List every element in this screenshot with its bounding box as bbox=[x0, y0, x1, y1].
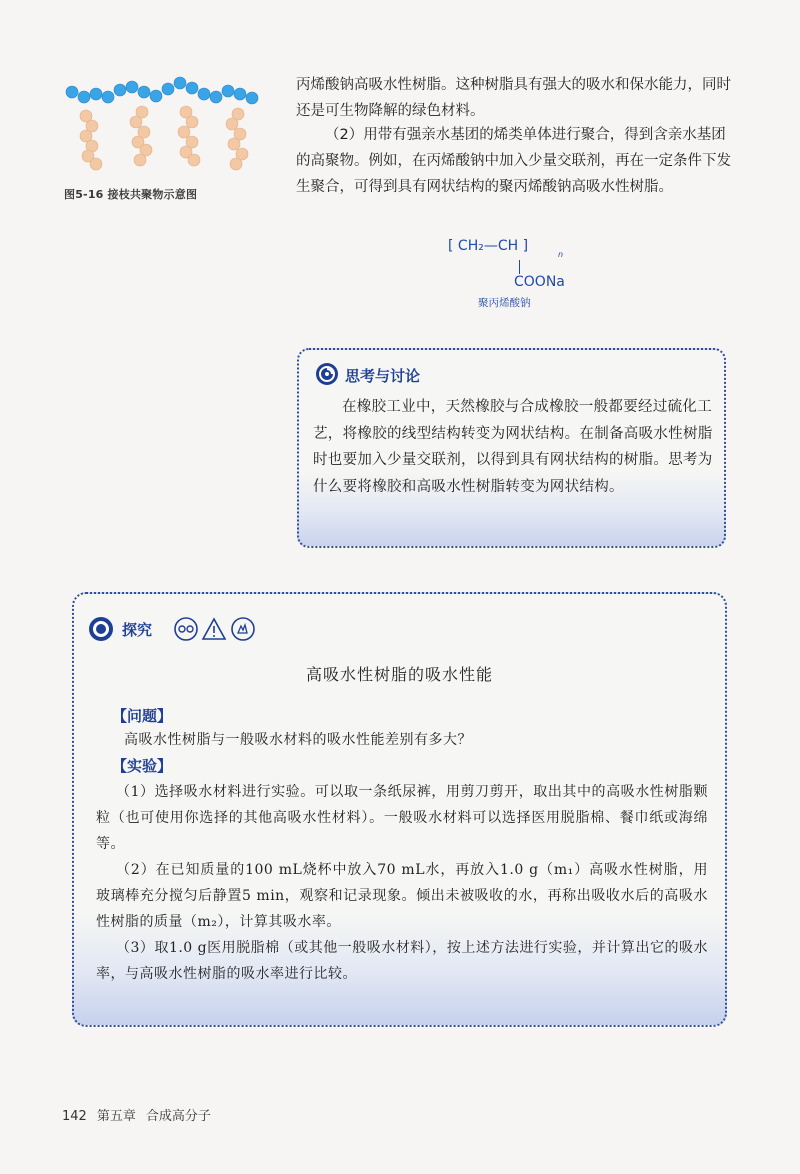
experiment-step-1: （1）选择吸水材料进行实验。可以取一条纸尿裤，用剪刀剪开，取出其中的高吸水性树脂颗粒（也可使用你选择的其他高吸水性材料）。一般吸水材料可以选择医用脱脂棉、餐巾纸或海绵等。 bbox=[96, 784, 708, 852]
formula-bond bbox=[519, 260, 520, 274]
paragraph-method-2: （2）用带有强亲水基团的烯类单体进行聚合，得到含亲水基团的高聚物。例如，在丙烯酸钠中加入少量交联剂，再在一定条件下发生聚合，可得到具有网状结构的聚丙烯酸钠高吸水性树脂。 bbox=[296, 127, 731, 195]
explore-header bbox=[88, 616, 288, 642]
goggles-icon bbox=[175, 618, 197, 640]
sodium-polyacrylate-formula bbox=[448, 238, 618, 308]
page-footer bbox=[62, 1105, 221, 1124]
caution-icon bbox=[203, 619, 225, 639]
think-body: 在橡胶工业中，天然橡胶与合成橡胶一般都要经过硫化工艺，将橡胶的线型结构转变为网状结构。在制备高吸水性树脂时也要加入少量交联剂，以得到具有网状结构的树脂。思考为什么要将橡胶和高吸水性树脂转变为网状结构。 bbox=[313, 399, 713, 495]
think-title: 思考与讨论 bbox=[345, 367, 421, 385]
formula-chain: [ CH₂—CH ] bbox=[448, 238, 529, 254]
formula-subscript: n bbox=[558, 250, 564, 259]
experiment-label: 【实验】 bbox=[112, 757, 173, 775]
chapter-title: 合成高分子 bbox=[145, 1109, 211, 1124]
experiment-step-3: （3）取1.0 g医用脱脂棉（或其他一般吸水材料），按上述方法进行实验，并计算出它的吸水率，与高吸水性树脂的吸水率进行比较。 bbox=[96, 940, 708, 982]
graft-copolymer-figure bbox=[62, 70, 272, 205]
chapter-number: 第五章 bbox=[96, 1109, 136, 1124]
question-text: 高吸水性树脂与一般吸水材料的吸水性能差别有多大？ bbox=[124, 732, 472, 748]
explore-box bbox=[72, 592, 727, 1027]
paragraph-resin-intro: 丙烯酸钠高吸水性树脂。这种树脂具有强大的吸水和保水能力，同时还是可生物降解的绿色材料。 bbox=[296, 77, 731, 119]
think-discuss-box bbox=[297, 348, 726, 548]
figure-caption: 图5-16 接枝共聚物示意图 bbox=[64, 188, 198, 201]
formula-group: COONa bbox=[514, 274, 565, 290]
page-number: 142 bbox=[62, 1109, 87, 1124]
graft-copolymer-diagram bbox=[62, 70, 272, 190]
experiment-step-2: （2）在已知质量的100 mL烧杯中放入70 mL水，再放入1.0 g（m₁）高吸水性树脂，用玻璃棒充分搅匀后静置5 min，观察和记录现象。倾出未被吸收的水，再称出吸收水后的高吸水性树脂的质量（m₂），计算其吸水率。 bbox=[96, 862, 708, 930]
safety-icons bbox=[174, 616, 258, 642]
question-label: 【问题】 bbox=[112, 707, 173, 725]
formula-label: 聚丙烯酸钠 bbox=[478, 297, 531, 309]
discussion-icon bbox=[315, 362, 339, 386]
explore-heading: 高吸水性树脂的吸水性能 bbox=[305, 665, 493, 684]
explore-label: 探究 bbox=[122, 621, 153, 639]
target-icon bbox=[88, 616, 114, 642]
hand-wash-icon bbox=[232, 618, 254, 640]
